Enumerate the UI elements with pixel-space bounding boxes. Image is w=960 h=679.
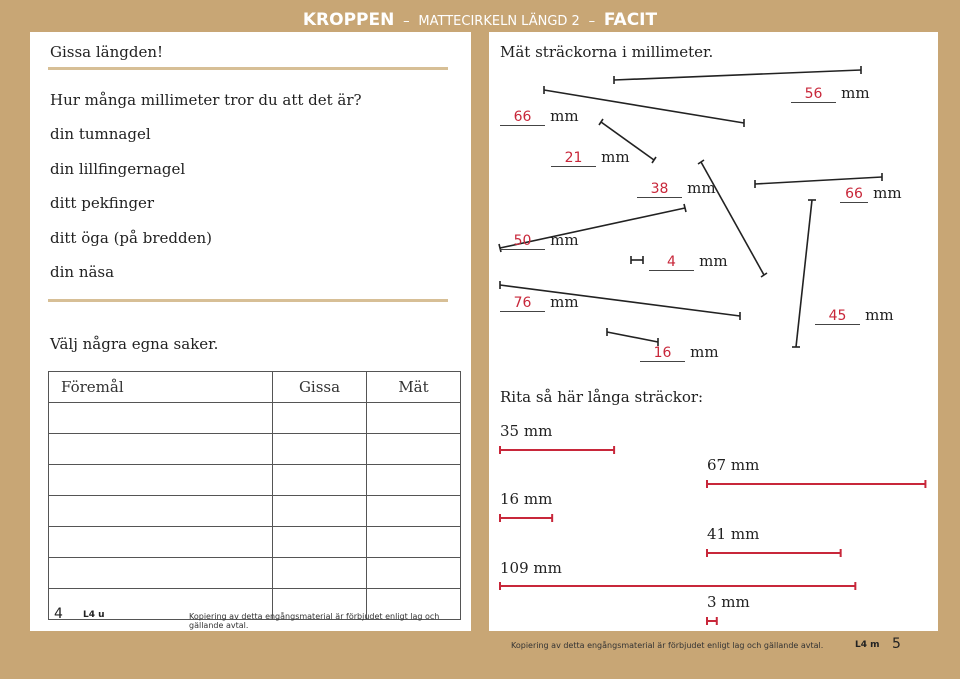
drawn-line [500, 582, 855, 590]
answer-value: 16 [640, 345, 685, 362]
drawn-line [500, 446, 614, 454]
header-title: KROPPEN [302, 10, 395, 30]
header-facit: FACIT [603, 10, 658, 30]
table-cell[interactable] [49, 434, 273, 465]
left-page [30, 32, 471, 631]
table-row [49, 527, 461, 558]
divider [48, 67, 448, 70]
answer-blank[interactable] [637, 178, 716, 198]
table-cell[interactable] [49, 465, 273, 496]
table-cell[interactable] [273, 403, 367, 434]
measure-line [614, 66, 861, 84]
table-cell[interactable] [367, 558, 461, 589]
table-cell[interactable] [367, 434, 461, 465]
own-prompt: Välj några egna saker. [50, 335, 219, 353]
unit-label: mm [690, 343, 719, 361]
unit-label: mm [841, 84, 870, 102]
answer-value: 21 [551, 150, 596, 167]
draw-label: 35 mm [500, 422, 553, 440]
divider [48, 299, 448, 302]
unit-label: mm [865, 306, 894, 324]
unit-label: mm [873, 184, 902, 202]
table-cell[interactable] [49, 496, 273, 527]
table-cell[interactable] [273, 558, 367, 589]
unit-label: mm [687, 179, 716, 197]
drawn-line [500, 514, 552, 522]
table-row [49, 403, 461, 434]
answer-value: 66 [840, 186, 868, 203]
page-code: L4 m [855, 640, 880, 650]
table-row [49, 496, 461, 527]
draw-label: 3 mm [707, 593, 750, 611]
measure-line [631, 256, 643, 264]
draw-label: 109 mm [500, 559, 562, 577]
question: Hur många millimeter tror du att det är? [50, 91, 362, 109]
table-cell[interactable] [273, 465, 367, 496]
table-header-measure: Mät [367, 372, 461, 403]
answer-blank[interactable] [640, 342, 719, 362]
header-sep-1: – [403, 14, 410, 29]
guess-item: din tumnagel [50, 125, 151, 143]
header-sep-2: – [588, 14, 596, 29]
answer-value: 38 [637, 181, 682, 198]
right-page [489, 32, 938, 652]
answer-blank[interactable] [500, 292, 579, 312]
page-number: 5 [892, 636, 901, 652]
table-row [49, 558, 461, 589]
table-cell[interactable] [49, 403, 273, 434]
table-cell[interactable] [49, 527, 273, 558]
copyright-notice: Kopiering av detta engångsmaterial är förbjudet enligt lag och gällande avtal. [189, 612, 440, 630]
measure-line [792, 200, 816, 347]
draw-label: 16 mm [500, 490, 553, 508]
table-cell[interactable] [273, 527, 367, 558]
copyright-notice: Kopiering av detta engångsmaterial är förbjudet enligt lag och gällande avtal. [511, 641, 824, 650]
answer-value: 76 [500, 295, 545, 312]
unit-label: mm [550, 231, 579, 249]
page-code: L4 u [83, 610, 105, 620]
answer-value: 4 [649, 254, 694, 271]
table-header-guess: Gissa [273, 372, 367, 403]
answer-blank[interactable] [551, 147, 630, 167]
draw-label: 41 mm [707, 525, 760, 543]
table-header-object: Föremål [49, 372, 273, 403]
right-heading: Mät sträckorna i millimeter. [500, 43, 714, 61]
table-cell[interactable] [367, 403, 461, 434]
guess-item: din lillfingernagel [50, 160, 186, 178]
guess-item: ditt pekfinger [50, 194, 155, 212]
answer-blank[interactable] [500, 106, 579, 126]
left-heading: Gissa längden! [50, 43, 164, 61]
answer-value: 56 [791, 86, 836, 103]
table-cell[interactable] [367, 527, 461, 558]
guess-item: ditt öga (på bredden) [50, 229, 212, 247]
unit-label: mm [550, 107, 579, 125]
page-number: 4 [54, 606, 63, 622]
guess-item: din näsa [50, 263, 115, 281]
header-subtitle: MATTECIRKELN LÄNGD 2 [418, 14, 580, 29]
answer-blank[interactable] [815, 305, 894, 325]
drawn-line [707, 549, 841, 557]
unit-label: mm [699, 252, 728, 270]
answer-blank[interactable] [840, 183, 902, 203]
table-row [49, 434, 461, 465]
answer-value: 50 [500, 233, 545, 250]
answer-blank[interactable] [500, 230, 579, 250]
answer-value: 45 [815, 308, 860, 325]
drawn-line [707, 480, 925, 488]
table-cell[interactable] [367, 496, 461, 527]
draw-label: 67 mm [707, 456, 760, 474]
unit-label: mm [550, 293, 579, 311]
table-cell[interactable] [367, 465, 461, 496]
table-cell[interactable] [49, 558, 273, 589]
draw-heading: Rita så här långa sträckor: [500, 388, 704, 406]
answer-blank[interactable] [791, 83, 870, 103]
drawn-line [707, 617, 717, 625]
answer-value: 66 [500, 109, 545, 126]
table-cell[interactable] [273, 434, 367, 465]
table-cell[interactable] [273, 496, 367, 527]
guess-table [48, 371, 461, 620]
page-header [0, 10, 960, 30]
table-row [49, 465, 461, 496]
unit-label: mm [601, 148, 630, 166]
answer-blank[interactable] [649, 251, 728, 271]
